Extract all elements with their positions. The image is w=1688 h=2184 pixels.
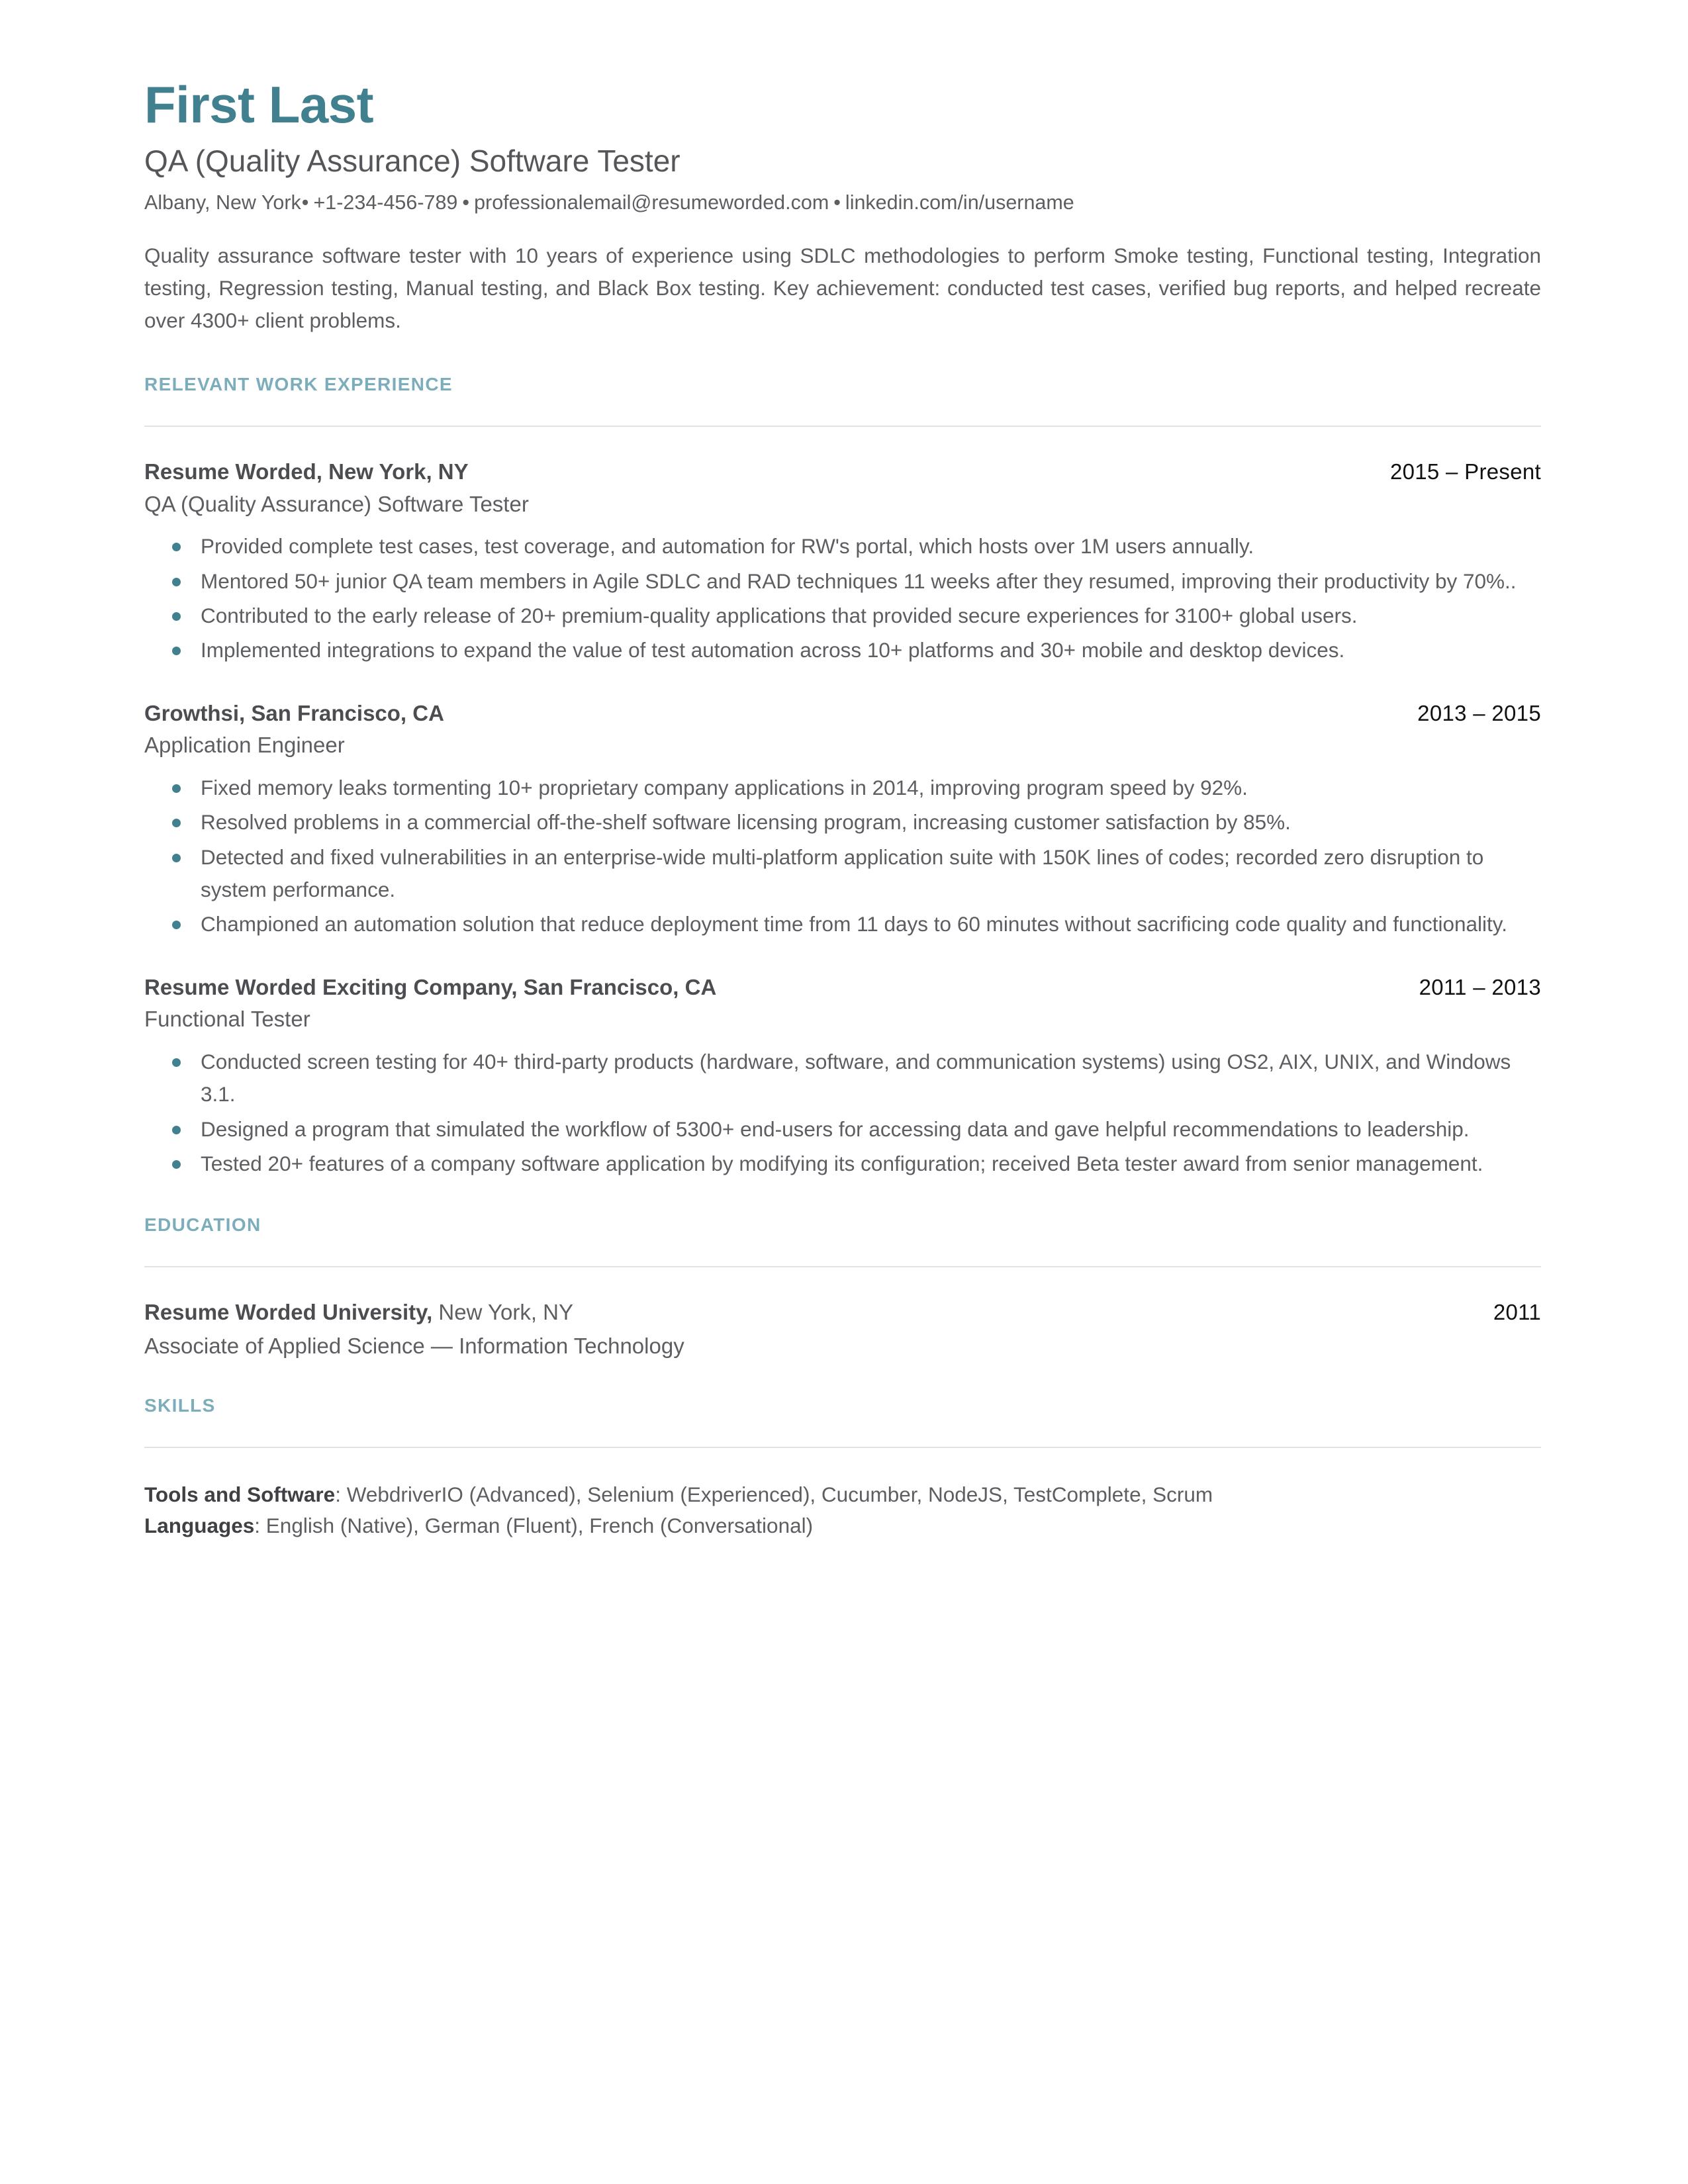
bullet-dot-icon (172, 647, 181, 655)
spacer (144, 1184, 1541, 1214)
bullet-dot-icon (172, 1126, 181, 1134)
bullet-text: Conducted screen testing for 40+ third-party products (hardware, software, and communication systems) using OS2, AIX, UNIX, and Windows 3.1. (201, 1050, 1511, 1107)
list-item (144, 841, 1541, 907)
skill-row (144, 1480, 1541, 1510)
experience-organization: Growthsi, San Francisco, CA (144, 700, 444, 725)
bullet-dot-icon (172, 1160, 181, 1169)
education-entry (144, 1299, 1541, 1360)
bullet-text: Resolved problems in a commercial off-the-shelf software licensing program, increasing customer satisfaction by 85%. (201, 810, 1291, 835)
experience-bullet-list (144, 772, 1541, 940)
list-item (144, 1046, 1541, 1111)
experience-dates: 2015 – Present (1389, 459, 1541, 484)
bullet-text: Championed an automation solution that reduce deployment time from 11 days to 60 minutes without sacrificing code quality and functionality. (201, 912, 1507, 936)
experience-dates: 2013 – 2015 (1417, 700, 1541, 725)
experience-entry (144, 700, 1541, 941)
bullet-text: Implemented integrations to expand the value of test automation across 10+ platforms and 30+ mobile and desktop devices. (201, 638, 1345, 662)
bullet-dot-icon (172, 854, 181, 862)
contact-separator-3: • (833, 191, 841, 214)
experience-entry-header (144, 974, 1541, 1001)
contact-linkedin[interactable]: linkedin.com/in/username (845, 191, 1074, 214)
experience-bullet-list (144, 530, 1541, 666)
bullet-text: Designed a program that simulated the workflow of 5300+ end-users for accessing data and gave helpful recommendations to leadership. (201, 1116, 1470, 1141)
section-heading-skills: SKILLS (144, 1394, 216, 1416)
bullet-text: Detected and fixed vulnerabilities in an enterprise-wide multi-platform application suite with 150K lines of codes; recorded zero disruption to system performance. (201, 844, 1484, 901)
education-degree: Associate of Applied Science — Information Technology (144, 1333, 684, 1358)
skill-label: Tools and Software (144, 1482, 336, 1506)
experience-entry-header (144, 700, 1541, 727)
contact-separator-2: • (462, 191, 470, 214)
experience-bullet-list (144, 1046, 1541, 1180)
candidate-headline: QA (Quality Assurance) Software Tester (144, 143, 680, 178)
contact-location: Albany, New York (144, 191, 301, 214)
list-item (144, 565, 1541, 598)
bullet-dot-icon (172, 543, 181, 551)
education-year: 2011 (1493, 1300, 1541, 1325)
experience-entry-header (144, 459, 1541, 485)
education-school-location: New York, NY (432, 1300, 574, 1325)
education-school (144, 1299, 573, 1326)
bullet-text: Fixed memory leaks tormenting 10+ proprietary company applications in 2014, improving program speed by 92%. (201, 776, 1248, 800)
professional-summary: Quality assurance software tester with 10 years of experience using SDLC methodologies to perform Smoke testing, Functional testing, Integration testing, Regression testing, Manual testing, and Black Box testing. Key achievement: conducted test cases, verified bug reports, and helped recreate over 4300+ client problems. (144, 243, 1541, 332)
experience-role: QA (Quality Assurance) Software Tester (144, 491, 529, 516)
bullet-dot-icon (172, 1058, 181, 1067)
bullet-dot-icon (172, 921, 181, 929)
experience-role: Functional Tester (144, 1007, 310, 1032)
list-item (144, 1148, 1541, 1180)
bullet-dot-icon (172, 819, 181, 827)
bullet-text: Provided complete test cases, test coverage, and automation for RW's portal, which hosts over 1M users annually. (201, 534, 1254, 559)
section-divider-education (144, 1266, 1541, 1267)
spacer (144, 671, 1541, 700)
section-divider-skills (144, 1447, 1541, 1448)
education-entry-header (144, 1299, 1541, 1326)
list-item (144, 908, 1541, 940)
contact-separator-1: • (301, 191, 309, 214)
bullet-dot-icon (172, 578, 181, 586)
skill-row (144, 1511, 1541, 1541)
skill-value: : English (Native), German (Fluent), French (Conversational) (254, 1514, 814, 1538)
list-item (144, 772, 1541, 804)
contact-email[interactable]: professionalemail@resumeworded.com (474, 191, 829, 214)
skill-label: Languages (144, 1514, 255, 1538)
spacer (144, 945, 1541, 974)
list-item (144, 806, 1541, 839)
contact-phone: +1-234-456-789 (313, 191, 458, 214)
bullet-dot-icon (172, 612, 181, 621)
contact-line (144, 190, 1541, 215)
experience-role: Application Engineer (144, 733, 345, 758)
bullet-dot-icon (172, 784, 181, 793)
experience-entry (144, 459, 1541, 667)
list-item (144, 634, 1541, 666)
list-item (144, 1113, 1541, 1146)
bullet-text: Contributed to the early release of 20+ premium-quality applications that provided secure experiences for 3100+ global users. (201, 603, 1358, 627)
bullet-text: Tested 20+ features of a company software application by modifying its configuration; received Beta tester award from senior management. (201, 1151, 1483, 1175)
bullet-text: Mentored 50+ junior QA team members in Agile SDLC and RAD techniques 11 weeks after they resumed, improving their productivity by 70%.. (201, 569, 1517, 593)
education-school-name: Resume Worded University, (144, 1300, 433, 1325)
experience-entry (144, 974, 1541, 1181)
experience-organization: Resume Worded Exciting Company, San Francisco, CA (144, 974, 717, 999)
list-item (144, 530, 1541, 563)
candidate-name: First Last (144, 75, 374, 134)
experience-organization: Resume Worded, New York, NY (144, 459, 469, 484)
section-divider-experience (144, 426, 1541, 427)
list-item (144, 600, 1541, 632)
section-heading-education: EDUCATION (144, 1214, 261, 1236)
skill-value: : WebdriverIO (Advanced), Selenium (Experienced), Cucumber, NodeJS, TestComplete, Scrum (335, 1482, 1213, 1506)
section-heading-experience: RELEVANT WORK EXPERIENCE (144, 373, 453, 394)
spacer (144, 1365, 1541, 1395)
experience-dates: 2011 – 2013 (1419, 974, 1541, 999)
